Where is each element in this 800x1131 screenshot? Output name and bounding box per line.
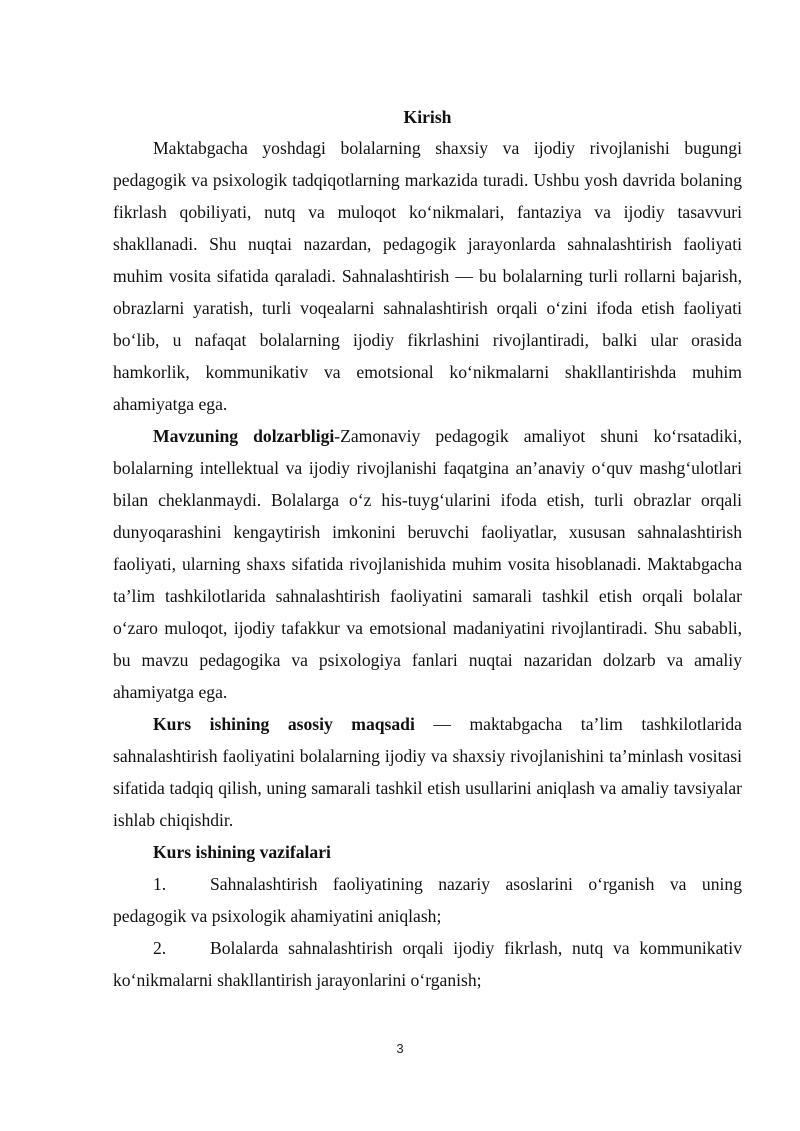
- task-text: Sahnalashtirish faoliyatining nazariy asoslarini o‘rganish va uning pedagogik va psixologik ahamiyatini aniqlash;: [113, 874, 742, 926]
- task-item: [113, 932, 742, 996]
- task-number: 2.: [153, 938, 167, 958]
- page-number: 3: [396, 1041, 404, 1056]
- intro-paragraph: Maktabgacha yoshdagi bolalarning shaxsiy va ijodiy rivojlanishi bugungi pedagogik va psixologik tadqiqotlarning markazida turadi. Ushbu yosh davrida bolaning fikrlash qobiliyati, nutq va muloqot ko‘nikmalari, fantaziya va ijodiy tasavvuri shakllanadi. Shu nuqtai nazardan, pedagogik jarayonlarda sahnalashtirish faoliyati muhim vosita sifatida qaraladi. Sahnalashtirish — bu bolalarning turli rollarni bajarish, obrazlarni yaratish, turli voqealarni sahnalashtirish orqali o‘zini ifoda etish faoliyati bo‘lib, u nafaqat bolalarning ijodiy fikrlashini rivojlantiradi, balki ular orasida hamkorlik, kommunikativ va emotsional ko‘nikmalarni shakllantirishda muhim ahamiyatga ega.: [113, 138, 742, 414]
- tasks-heading: Kurs ishining vazifalari: [153, 842, 331, 862]
- goal-paragraph: [113, 708, 742, 836]
- section-title: Kirish: [403, 107, 452, 127]
- goal-text: — maktabgacha ta’lim tashkilotlarida sahnalashtirish faoliyatini bolalarning ijodiy va shaxsiy rivojlanishini ta’minlash vositasi sifatida tadqiq qilish, uning samarali tashkil etish usullarini aniqlash va amaliy tavsiyalar ishlab chiqishdir.: [113, 714, 742, 830]
- task-item: [113, 868, 742, 932]
- relevance-text: -Zamonaviy pedagogik amaliyot shuni ko‘rsatadiki, bolalarning intellektual va ijodiy rivojlanishi faqatgina an’anaviy o‘quv mashg‘ulotlari bilan cheklanmaydi. Bolalarga o‘z his-tuyg‘ularini ifoda etish, turli obrazlar orqali dunyoqarashini kengaytirish imkonini beruvchi faoliyatlar, xususan sahnalashtirish faoliyati, ularning shaxs sifatida rivojlanishida muhim vosita hisoblanadi. Maktabgacha ta’lim tashkilotlarida sahnalashtirish faoliyatini samarali tashkil etish orqali bolalar o‘zaro muloqot, ijodiy tafakkur va emotsional madaniyatini rivojlantiradi. Shu sababli, bu mavzu pedagogika va psixologiya fanlari nuqtai nazaridan dolzarb va amaliy ahamiyatga ega.: [113, 426, 742, 702]
- task-number: 1.: [153, 874, 167, 894]
- relevance-label: Mavzuning dolzarbligi: [153, 426, 335, 446]
- page-content: [113, 104, 742, 996]
- relevance-paragraph: [113, 420, 742, 708]
- task-text: Bolalarda sahnalashtirish orqali ijodiy fikrlash, nutq va kommunikativ ko‘nikmalarni shakllantirish jarayonlarini o‘rganish;: [113, 938, 742, 990]
- goal-label: Kurs ishining asosiy maqsadi: [153, 714, 415, 734]
